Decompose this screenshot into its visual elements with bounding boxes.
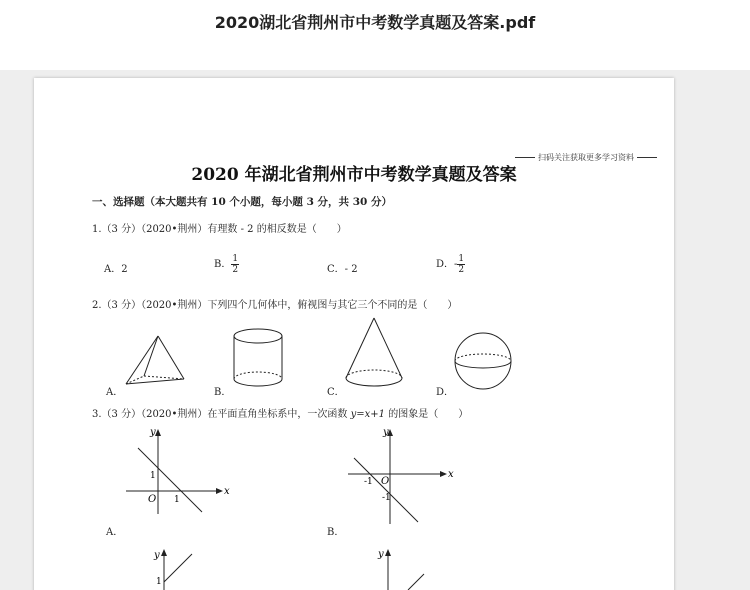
q1-option-d <box>436 254 465 275</box>
x-axis-label: x <box>224 486 230 497</box>
file-title: 2020湖北省荆州市中考数学真题及答案.pdf <box>214 13 536 32</box>
section-heading: 一、选择题（本大题共有 10 个小题，每小题 3 分，共 30 分） <box>92 196 392 208</box>
q2-option-c-letter: C． <box>327 387 345 398</box>
option-text: - 2 <box>344 264 358 275</box>
q2-option-b-letter: B． <box>214 387 232 398</box>
x-tick-label: 1 <box>174 495 180 505</box>
q2-option-a-letter: A． <box>106 387 124 398</box>
y-axis-label: y <box>150 427 156 438</box>
document-title-bar <box>0 0 750 70</box>
side-note: 扫码关注获取更多学习资料 <box>512 152 660 163</box>
q2-option-d-letter: D． <box>436 387 455 398</box>
option-letter: D． <box>436 259 455 270</box>
q3-graph-b <box>344 426 454 526</box>
x-tick-label: -1 <box>364 477 373 487</box>
q3-option-b-letter: B． <box>327 527 345 538</box>
fraction <box>457 254 465 275</box>
option-letter: A． <box>104 264 122 275</box>
fraction-denominator: 2 <box>232 265 239 275</box>
q1-option-a <box>104 260 128 275</box>
option-text: 2 <box>121 264 128 275</box>
question-3-stem <box>92 405 468 420</box>
pyramid-icon <box>122 334 192 390</box>
question-3-stem-suffix: 的图象是（ ） <box>388 409 469 420</box>
q3-graph-a <box>120 426 230 516</box>
fraction-denominator: 2 <box>458 265 465 275</box>
pdf-page <box>34 78 674 590</box>
sphere-icon <box>452 330 514 392</box>
fraction-numerator: 1 <box>458 254 465 264</box>
origin-label: O <box>148 494 157 505</box>
y-axis-label: y <box>154 550 160 561</box>
question-3-stem-prefix: 3.（3 分）（2020•荆州）在平面直角坐标系中，一次函数 <box>92 409 348 420</box>
x-axis-label: x <box>448 469 454 480</box>
y-tick-label: 1 <box>156 577 162 587</box>
option-letter: B． <box>214 259 232 270</box>
y-tick-label: -1 <box>382 493 391 503</box>
fraction-numerator: 1 <box>232 254 239 264</box>
question-1-stem: 1.（3 分）（2020•荆州）有理数 - 2 的相反数是（ ） <box>92 224 347 235</box>
question-3-formula: y=x+1 <box>350 409 386 420</box>
question-2-stem: 2.（3 分）（2020•荆州）下列四个几何体中，俯视图与其它三个不同的是（ ） <box>92 300 458 311</box>
q3-graph-c <box>146 544 216 590</box>
q1-option-b <box>214 254 239 275</box>
y-tick-label: 1 <box>150 471 156 481</box>
fraction <box>231 254 239 275</box>
option-letter: C． <box>327 264 345 275</box>
origin-label: O <box>381 476 390 487</box>
q1-option-c <box>327 260 358 275</box>
q3-graph-d <box>370 540 440 590</box>
cone-icon <box>342 316 408 392</box>
y-axis-label: y <box>383 427 389 438</box>
q3-option-a-letter: A． <box>106 527 124 538</box>
y-axis-label: y <box>378 549 384 560</box>
document-heading: 2020 年湖北省荆州市中考数学真题及答案 <box>191 165 517 185</box>
fraction-sign: - <box>454 259 458 270</box>
cylinder-icon <box>230 326 288 390</box>
